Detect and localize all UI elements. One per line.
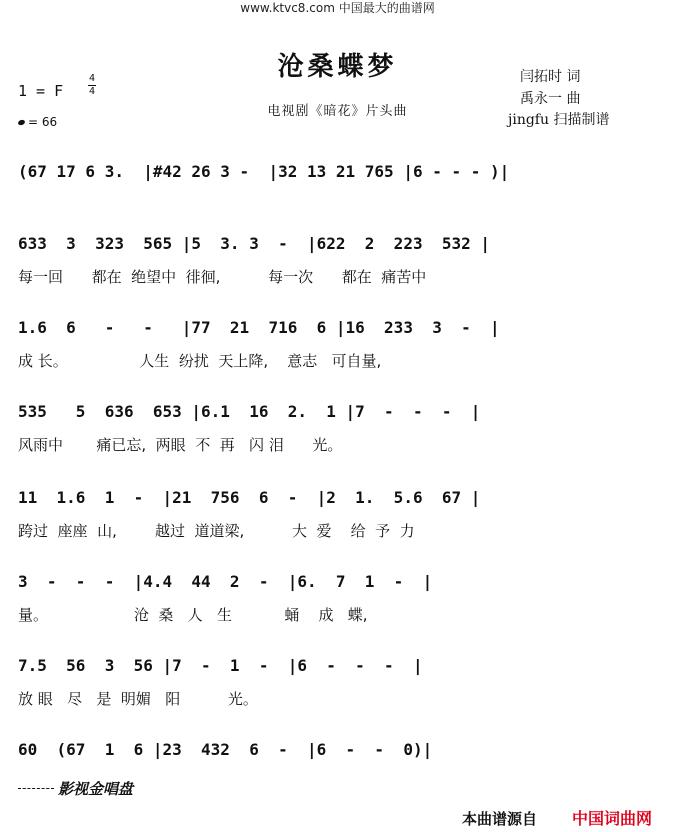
quarter-note-icon bbox=[17, 119, 25, 126]
composer-credit: 禹永一 曲 bbox=[520, 91, 581, 107]
lyric-line-3: 成 长。 人生 纷扰 天上降, 意志 可自量, bbox=[18, 352, 382, 370]
score-line-5: 11 1.6 1 - |21 756 6 - |2 1. 5.6 67 | bbox=[18, 488, 481, 507]
time-signature-top: 4 bbox=[88, 73, 96, 84]
lyric-line-4: 风雨中 痛已忘, 两眼 不 再 闪 泪 光。 bbox=[18, 436, 343, 454]
score-line-2: 633 3 323 565 |5 3. 3 - |622 2 223 532 | bbox=[18, 234, 491, 253]
footer-source-text: 本曲谱源自 bbox=[462, 810, 538, 828]
site-header: www.ktvc8.com 中国最大的曲谱网 bbox=[240, 1, 435, 15]
lyric-line-5: 跨过 座座 山, 越过 道道梁, 大 爱 给 予 力 bbox=[18, 522, 415, 540]
footer-site-link[interactable]: 中国词曲网 bbox=[572, 809, 653, 828]
score-line-7: 7.5 56 3 56 |7 - 1 - |6 - - - | bbox=[18, 656, 423, 675]
score-line-8: 60 (67 1 6 |23 432 6 - |6 - - 0)| bbox=[18, 740, 433, 759]
tempo-value: = 66 bbox=[28, 115, 58, 129]
score-line-6: 3 - - - |4.4 44 2 - |6. 7 1 - | bbox=[18, 572, 433, 591]
song-title: 沧桑蝶梦 bbox=[277, 52, 398, 82]
time-signature-bottom: 4 bbox=[88, 86, 96, 97]
tempo-marking bbox=[18, 115, 57, 129]
footer-divider bbox=[18, 788, 54, 789]
transcriber-credit: jingfu 扫描制谱 bbox=[508, 112, 610, 128]
footer-label: 影视金唱盘 bbox=[58, 780, 134, 798]
lyricist-credit: 闫拓时 词 bbox=[520, 69, 581, 85]
song-subtitle: 电视剧《暗花》片头曲 bbox=[267, 104, 408, 119]
key-signature: 1 = F bbox=[18, 82, 64, 100]
lyric-line-2: 每一回 都在 绝望中 徘徊, 每一次 都在 痛苦中 bbox=[18, 268, 427, 286]
time-signature bbox=[88, 74, 96, 97]
score-line-4: 535 5 636 653 |6.1 16 2. 1 |7 - - - | bbox=[18, 402, 481, 421]
lyric-line-6: 量。 沧 桑 人 生 蛹 成 蝶, bbox=[18, 606, 368, 624]
lyric-line-7: 放 眼 尽 是 明媚 阳 光。 bbox=[18, 690, 258, 708]
score-line-3: 1.6 6 - - |77 21 716 6 |16 233 3 - | bbox=[18, 318, 500, 337]
score-line-1: (67 17 6 3. |#42 26 3 - |32 13 21 765 |6 - - - )| bbox=[18, 162, 510, 181]
